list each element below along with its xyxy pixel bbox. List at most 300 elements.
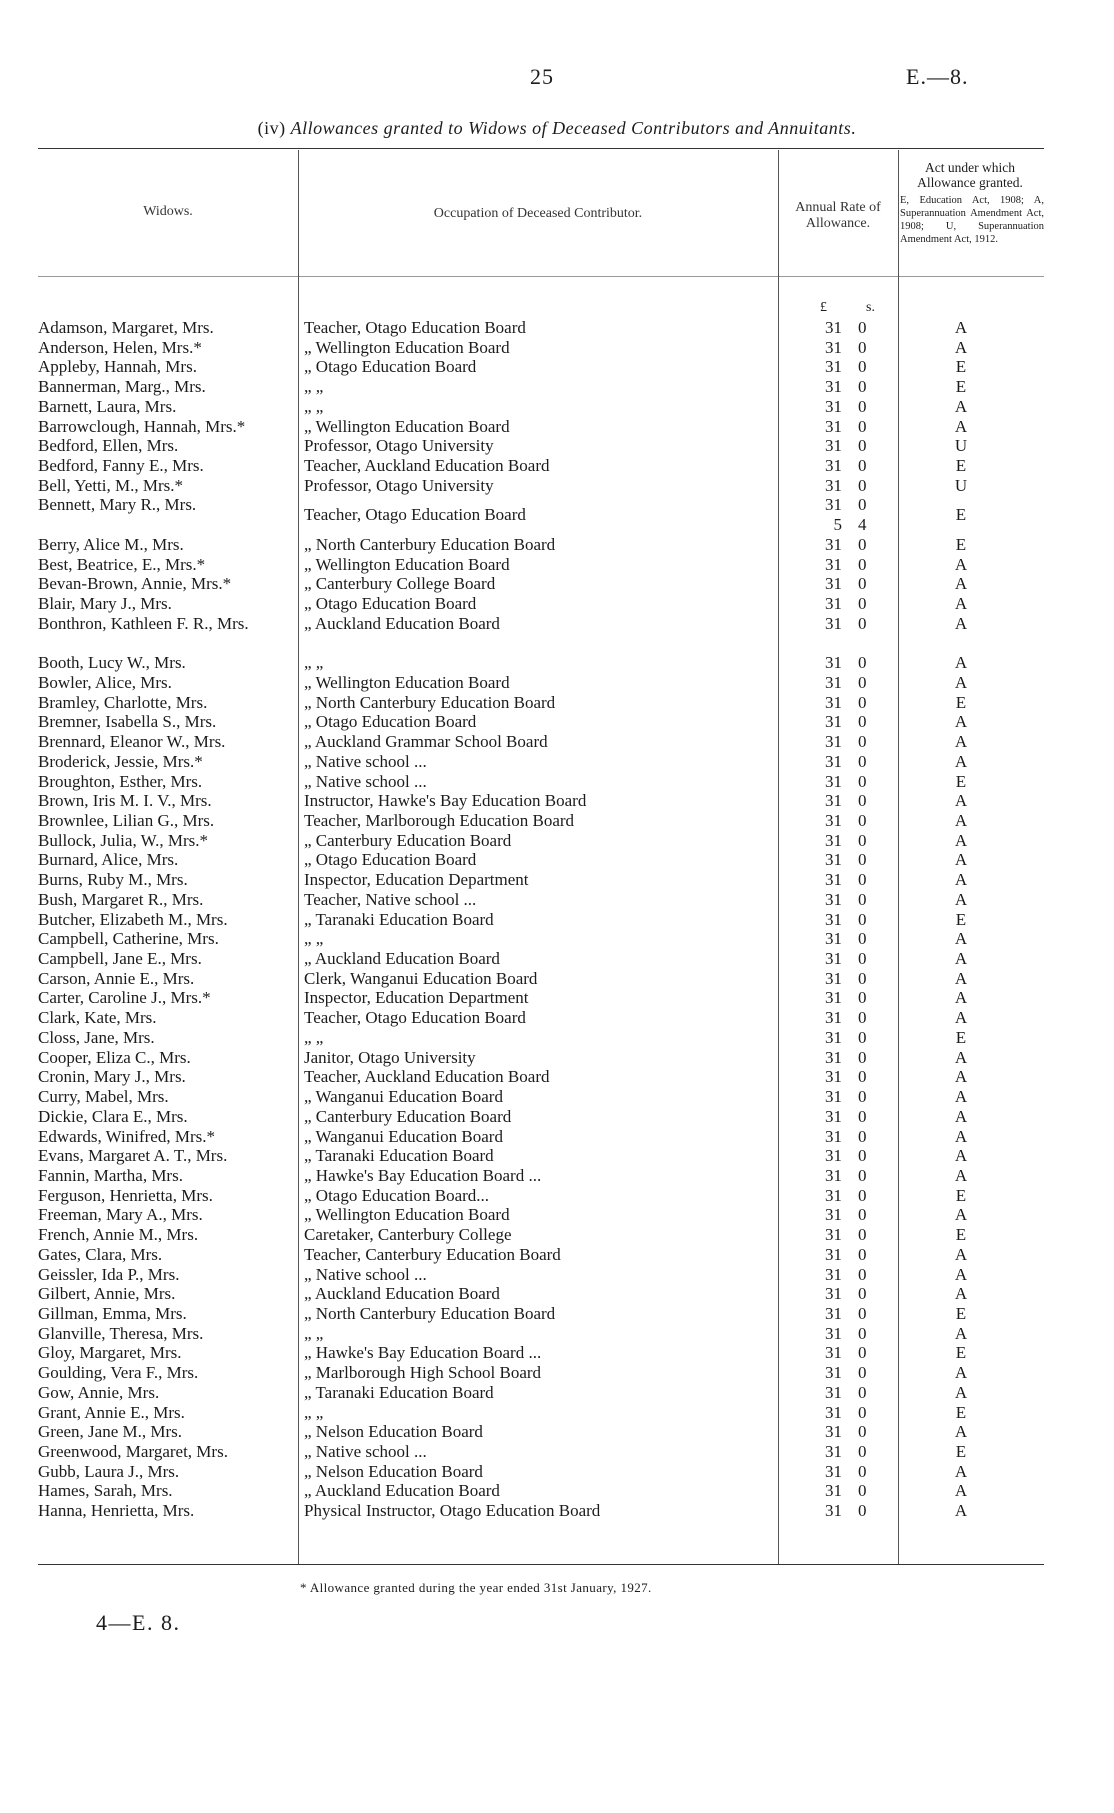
allowance-shillings: 0	[858, 1008, 867, 1028]
table-row	[0, 910, 1114, 930]
allowance-pounds-second: 5	[833, 515, 842, 535]
table-row	[0, 693, 1114, 713]
act-code: A	[954, 1323, 968, 1343]
widow-name: Broderick, Jessie, Mrs.*	[38, 751, 203, 771]
table-row	[0, 476, 1114, 496]
occupation: „ Otago Education Board...	[304, 1185, 490, 1205]
act-code: E	[955, 909, 967, 929]
occupation: „ Wellington Education Board	[304, 672, 510, 692]
table-row	[0, 377, 1114, 397]
column-header-rate: Annual Rate of Allowance.	[795, 200, 881, 231]
allowance-shillings: 0	[858, 850, 867, 870]
allowance-shillings: 0	[858, 1027, 867, 1047]
table-row	[0, 1008, 1114, 1028]
act-code: A	[954, 870, 968, 890]
allowance-shillings-second: 4	[858, 515, 867, 535]
allowance-shillings: 0	[858, 1165, 867, 1185]
widow-name: Gloy, Margaret, Mrs.	[38, 1343, 182, 1363]
allowance-pounds: 31	[825, 1205, 842, 1225]
widow-name: Hanna, Henrietta, Mrs.	[38, 1501, 195, 1521]
allowance-shillings: 0	[858, 436, 867, 456]
table-row	[0, 318, 1114, 338]
allowance-shillings: 0	[858, 811, 867, 830]
allowance-pounds: 31	[825, 1382, 842, 1402]
occupation: „ Otago Education Board	[304, 712, 477, 732]
act-code: E	[955, 505, 967, 525]
act-code: A	[954, 751, 968, 771]
act-code: A	[954, 1461, 968, 1481]
occupation: „ Native school ...	[304, 1264, 427, 1284]
allowance-shillings: 0	[858, 712, 867, 732]
allowance-pounds: 31	[825, 771, 842, 791]
act-code: E	[955, 1343, 967, 1363]
allowance-pounds: 31	[825, 377, 842, 397]
widow-name: Hames, Sarah, Mrs.	[38, 1481, 173, 1501]
allowance-pounds: 31	[825, 1146, 842, 1166]
occupation: „ Taranaki Education Board	[304, 1382, 494, 1402]
act-code: A	[954, 613, 968, 633]
table-row	[0, 614, 1114, 634]
allowance-shillings: 0	[858, 1146, 867, 1166]
allowance-shillings: 0	[858, 1382, 867, 1402]
act-code: E	[955, 771, 967, 791]
table-row	[0, 357, 1114, 377]
widow-name: Bedford, Fanny E., Mrs.	[38, 456, 204, 476]
widow-name: Blair, Mary J., Mrs.	[38, 594, 172, 614]
table-row	[0, 1343, 1114, 1363]
occupation: Teacher, Otago Education Board	[304, 318, 526, 337]
allowance-shillings: 0	[858, 456, 867, 476]
allowance-pounds: 31	[825, 1264, 842, 1284]
caption-title: Allowances granted to Widows of Deceased Contributors and Annuitants.	[290, 118, 857, 138]
allowance-pounds: 31	[825, 1402, 842, 1422]
widow-name: Bramley, Charlotte, Mrs.	[38, 692, 208, 712]
widow-name: Freeman, Mary A., Mrs.	[38, 1205, 203, 1225]
act-code: A	[954, 574, 968, 594]
allowance-pounds: 31	[825, 1047, 842, 1067]
table-row	[0, 1048, 1114, 1068]
table-row	[0, 1107, 1114, 1127]
act-code: A	[954, 1205, 968, 1225]
act-code: A	[954, 416, 968, 436]
widow-name: Fannin, Martha, Mrs.	[38, 1165, 183, 1185]
occupation: „ Otago Education Board	[304, 850, 477, 870]
occupation: „ Auckland Education Board	[304, 1284, 500, 1304]
table-row	[0, 929, 1114, 949]
act-code: E	[955, 1442, 967, 1462]
table-row	[0, 850, 1114, 870]
act-code: A	[954, 1008, 968, 1028]
allowance-shillings: 0	[858, 1264, 867, 1284]
act-code: E	[955, 1225, 967, 1245]
allowance-pounds: 31	[825, 1244, 842, 1264]
column-header-act: Act under which Allowance granted.	[917, 160, 1023, 190]
allowance-pounds: 31	[825, 396, 842, 416]
allowance-pounds: 31	[825, 811, 842, 830]
widow-name: Anderson, Helen, Mrs.*	[38, 337, 202, 357]
table-row	[0, 969, 1114, 989]
unit-shilling-label: s.	[866, 300, 875, 315]
allowance-shillings: 0	[858, 732, 867, 752]
allowance-shillings: 0	[858, 495, 867, 515]
table-row	[0, 712, 1114, 732]
table-row	[0, 574, 1114, 594]
widow-name: Appleby, Hannah, Mrs.	[38, 357, 197, 377]
allowance-pounds: 31	[825, 1481, 842, 1501]
allowance-pounds: 31	[825, 436, 842, 456]
table-row	[0, 1166, 1114, 1186]
allowance-shillings: 0	[858, 1047, 867, 1067]
occupation: „ Marlborough High School Board	[304, 1363, 542, 1383]
allowance-pounds: 31	[825, 751, 842, 771]
allowance-pounds: 31	[825, 1008, 842, 1028]
widow-name: Barrowclough, Hannah, Mrs.*	[38, 416, 246, 436]
act-code: E	[955, 1304, 967, 1323]
table-row	[0, 456, 1114, 476]
table-row	[0, 1442, 1114, 1462]
allowance-pounds: 31	[825, 1106, 842, 1126]
allowance-pounds: 31	[825, 1323, 842, 1343]
allowance-shillings: 0	[858, 1205, 867, 1225]
occupation: „ Auckland Education Board	[304, 613, 500, 633]
table-row	[0, 1067, 1114, 1087]
act-code: A	[954, 337, 968, 357]
allowance-shillings: 0	[858, 1244, 867, 1264]
widow-name: Brown, Iris M. I. V., Mrs.	[38, 791, 212, 811]
act-code: A	[954, 811, 968, 830]
allowance-pounds: 31	[825, 495, 842, 515]
allowance-shillings: 0	[858, 475, 867, 495]
widow-name: Cooper, Eliza C., Mrs.	[38, 1047, 191, 1067]
widow-name: Gillman, Emma, Mrs.	[38, 1304, 187, 1323]
allowance-shillings: 0	[858, 1442, 867, 1462]
allowance-pounds: 31	[825, 672, 842, 692]
allowance-shillings: 0	[858, 870, 867, 890]
act-code: A	[954, 554, 968, 574]
act-code: A	[954, 318, 968, 337]
allowance-pounds: 31	[825, 1165, 842, 1185]
allowance-shillings: 0	[858, 751, 867, 771]
widow-name: French, Annie M., Mrs.	[38, 1225, 199, 1245]
table-row	[0, 1265, 1114, 1285]
allowance-shillings: 0	[858, 1106, 867, 1126]
occupation: „ Auckland Grammar School Board	[304, 732, 548, 752]
page-number: 25	[530, 64, 554, 89]
allowance-pounds: 31	[825, 1284, 842, 1304]
act-code: A	[954, 1146, 968, 1166]
allowance-pounds: 31	[825, 1304, 842, 1323]
widow-name: Bennett, Mary R., Mrs.	[38, 495, 197, 515]
allowance-shillings: 0	[858, 1343, 867, 1363]
table-row	[0, 1324, 1114, 1344]
allowance-pounds: 31	[825, 1363, 842, 1383]
allowance-pounds: 31	[825, 1027, 842, 1047]
widow-name: Booth, Lucy W., Mrs.	[38, 653, 186, 673]
widow-name: Campbell, Catherine, Mrs.	[38, 929, 219, 949]
allowance-pounds: 31	[825, 909, 842, 929]
table-row	[0, 1363, 1114, 1383]
act-code: A	[954, 1165, 968, 1185]
allowance-pounds: 31	[825, 1442, 842, 1462]
occupation: „ „	[304, 929, 324, 949]
allowance-pounds: 31	[825, 337, 842, 357]
act-code: A	[954, 1481, 968, 1501]
widow-name: Carter, Caroline J., Mrs.*	[38, 988, 211, 1008]
occupation: Inspector, Education Department	[304, 870, 529, 890]
widow-name: Butcher, Elizabeth M., Mrs.	[38, 909, 228, 929]
allowance-shillings: 0	[858, 1087, 867, 1107]
allowance-pounds: 31	[825, 554, 842, 574]
widow-name: Bowler, Alice, Mrs.	[38, 672, 172, 692]
act-code: A	[954, 396, 968, 416]
occupation: Physical Instructor, Otago Education Board	[304, 1501, 601, 1521]
occupation: Teacher, Auckland Education Board	[304, 456, 550, 476]
widow-name: Geissler, Ida P., Mrs.	[38, 1264, 180, 1284]
column-header-occupation: Occupation of Deceased Contributor.	[433, 206, 643, 221]
widow-name: Green, Jane M., Mrs.	[38, 1422, 182, 1442]
widow-name: Bush, Margaret R., Mrs.	[38, 889, 204, 909]
allowance-pounds: 31	[825, 929, 842, 949]
table-row	[0, 1383, 1114, 1403]
act-code: A	[954, 732, 968, 752]
act-code: A	[954, 1501, 968, 1521]
allowance-shillings: 0	[858, 1185, 867, 1205]
allowance-shillings: 0	[858, 791, 867, 811]
occupation: „ „	[304, 1402, 324, 1422]
allowance-shillings: 0	[858, 613, 867, 633]
allowance-pounds: 31	[825, 692, 842, 712]
widow-name: Broughton, Esther, Mrs.	[38, 771, 203, 791]
table-row	[0, 791, 1114, 811]
allowance-pounds: 31	[825, 1501, 842, 1521]
act-code: A	[954, 850, 968, 870]
act-code: A	[954, 929, 968, 949]
occupation: „ Wellington Education Board	[304, 554, 510, 574]
occupation: Teacher, Otago Education Board	[304, 1008, 526, 1028]
allowance-shillings: 0	[858, 1067, 867, 1087]
widow-name: Campbell, Jane E., Mrs.	[38, 949, 202, 969]
widow-name: Closs, Jane, Mrs.	[38, 1027, 155, 1047]
widow-name: Edwards, Winifred, Mrs.*	[38, 1126, 215, 1146]
act-code: A	[954, 1363, 968, 1383]
allowance-shillings: 0	[858, 357, 867, 377]
occupation: „ Hawke's Bay Education Board ...	[304, 1343, 542, 1363]
table-row	[0, 653, 1114, 673]
allowance-shillings: 0	[858, 949, 867, 969]
widow-name: Curry, Mabel, Mrs.	[38, 1087, 169, 1107]
widow-name: Gates, Clara, Mrs.	[38, 1244, 163, 1264]
occupation: „ Taranaki Education Board	[304, 1146, 494, 1166]
table-caption	[0, 118, 1114, 139]
occupation: Teacher, Native school ...	[304, 889, 477, 909]
allowance-shillings: 0	[858, 909, 867, 929]
occupation: „ „	[304, 1323, 324, 1343]
act-code: A	[954, 712, 968, 732]
table-row	[0, 1422, 1114, 1442]
allowance-pounds: 31	[825, 791, 842, 811]
act-code: A	[954, 791, 968, 811]
occupation: „ Nelson Education Board	[304, 1422, 483, 1442]
table-row	[0, 338, 1114, 358]
occupation: „ Nelson Education Board	[304, 1461, 483, 1481]
table-row	[0, 397, 1114, 417]
widow-name: Bannerman, Marg., Mrs.	[38, 377, 206, 397]
parliamentary-paper-code: E.—8.	[906, 64, 969, 89]
allowance-pounds: 31	[825, 830, 842, 850]
allowance-pounds: 31	[825, 613, 842, 633]
allowance-shillings: 0	[858, 929, 867, 949]
table-row	[0, 870, 1114, 890]
act-code: A	[954, 1264, 968, 1284]
header-bottom-rule	[38, 276, 1044, 277]
table-row	[0, 1462, 1114, 1482]
occupation: „ Wanganui Education Board	[304, 1126, 503, 1146]
allowance-pounds: 31	[825, 456, 842, 476]
allowance-pounds: 31	[825, 712, 842, 732]
allowance-pounds: 31	[825, 318, 842, 337]
allowance-shillings: 0	[858, 396, 867, 416]
widow-name: Carson, Annie E., Mrs.	[38, 968, 195, 988]
table-row	[0, 988, 1114, 1008]
occupation: „ Auckland Education Board	[304, 949, 500, 969]
occupation: „ Hawke's Bay Education Board ...	[304, 1165, 542, 1185]
table-row	[0, 811, 1114, 831]
widow-name: Cronin, Mary J., Mrs.	[38, 1067, 186, 1087]
allowance-shillings: 0	[858, 672, 867, 692]
act-code: E	[955, 456, 967, 476]
allowance-shillings: 0	[858, 830, 867, 850]
act-code: A	[954, 1284, 968, 1304]
widow-name: Greenwood, Margaret, Mrs.	[38, 1442, 228, 1462]
allowance-shillings: 0	[858, 1225, 867, 1245]
allowance-shillings: 0	[858, 534, 867, 554]
widow-name: Bullock, Julia, W., Mrs.*	[38, 830, 209, 850]
occupation: Professor, Otago University	[304, 475, 494, 495]
table-row	[0, 535, 1114, 555]
occupation: „ „	[304, 653, 324, 673]
widow-name: Clark, Kate, Mrs.	[38, 1008, 157, 1028]
caption-prefix: (iv)	[257, 118, 286, 138]
column-header-widows: Widows.	[143, 204, 193, 219]
allowance-pounds: 31	[825, 357, 842, 377]
table-row	[0, 949, 1114, 969]
widow-name: Bonthron, Kathleen F. R., Mrs.	[38, 613, 249, 633]
act-code: A	[954, 889, 968, 909]
allowance-pounds: 31	[825, 1422, 842, 1442]
table-row	[0, 417, 1114, 437]
table-row	[0, 831, 1114, 851]
occupation: „ North Canterbury Education Board	[304, 692, 556, 712]
table-row	[0, 752, 1114, 772]
act-code: A	[954, 1106, 968, 1126]
table-row	[0, 1028, 1114, 1048]
allowance-pounds: 31	[825, 1067, 842, 1087]
occupation: „ Native school ...	[304, 1442, 427, 1462]
allowance-pounds: 31	[825, 534, 842, 554]
widow-name: Bremner, Isabella S., Mrs.	[38, 712, 217, 732]
allowance-shillings: 0	[858, 574, 867, 594]
allowance-shillings: 0	[858, 1363, 867, 1383]
allowance-pounds: 31	[825, 1461, 842, 1481]
allowance-shillings: 0	[858, 1304, 867, 1323]
allowance-shillings: 0	[858, 889, 867, 909]
occupation: „ North Canterbury Education Board	[304, 1304, 556, 1323]
sheet-reference: 4—E. 8.	[96, 1610, 181, 1635]
widow-name: Gilbert, Annie, Mrs.	[38, 1284, 176, 1304]
widow-name: Gow, Annie, Mrs.	[38, 1382, 160, 1402]
table-bottom-rule	[38, 1564, 1044, 1565]
table-row	[0, 1245, 1114, 1265]
allowance-pounds: 31	[825, 574, 842, 594]
allowance-pounds: 31	[825, 1087, 842, 1107]
table-row	[0, 1225, 1114, 1245]
table-row	[0, 495, 1114, 535]
act-code: A	[954, 968, 968, 988]
occupation: „ Taranaki Education Board	[304, 909, 494, 929]
allowance-shillings: 0	[858, 968, 867, 988]
allowance-shillings: 0	[858, 1461, 867, 1481]
widow-name: Ferguson, Henrietta, Mrs.	[38, 1185, 213, 1205]
occupation: „ Otago Education Board	[304, 594, 477, 614]
occupation: Teacher, Otago Education Board	[304, 505, 526, 525]
table-top-rule	[38, 148, 1044, 149]
widow-name: Goulding, Vera F., Mrs.	[38, 1363, 199, 1383]
act-code: E	[955, 1185, 967, 1205]
allowance-shillings: 0	[858, 1402, 867, 1422]
widow-name: Best, Beatrice, E., Mrs.*	[38, 554, 206, 574]
act-code: A	[954, 672, 968, 692]
occupation: Clerk, Wanganui Education Board	[304, 968, 538, 988]
allowance-pounds: 31	[825, 653, 842, 673]
occupation: „ Canterbury Education Board	[304, 830, 512, 850]
occupation: „ „	[304, 377, 324, 397]
table-row	[0, 1501, 1114, 1521]
act-code: A	[954, 653, 968, 673]
occupation: „ North Canterbury Education Board	[304, 534, 556, 554]
widow-name: Brennard, Eleanor W., Mrs.	[38, 732, 226, 752]
widow-name: Dickie, Clara E., Mrs.	[38, 1106, 188, 1126]
act-code: A	[954, 988, 968, 1008]
allowance-shillings: 0	[858, 1481, 867, 1501]
widow-name: Berry, Alice M., Mrs.	[38, 534, 184, 554]
occupation: „ „	[304, 1027, 324, 1047]
allowance-shillings: 0	[858, 653, 867, 673]
allowance-pounds: 31	[825, 1126, 842, 1146]
table-row	[0, 1186, 1114, 1206]
occupation: „ Canterbury Education Board	[304, 1106, 512, 1126]
footnote: * Allowance granted during the year ended 31st January, 1927.	[300, 1580, 652, 1595]
occupation: „ Wellington Education Board	[304, 1205, 510, 1225]
table-row	[0, 1304, 1114, 1324]
allowance-pounds: 31	[825, 870, 842, 890]
table-row	[0, 1146, 1114, 1166]
act-code: A	[954, 1087, 968, 1107]
widow-name: Bedford, Ellen, Mrs.	[38, 436, 179, 456]
unit-pound-label: £	[820, 300, 827, 315]
allowance-shillings: 0	[858, 988, 867, 1008]
widow-name: Adamson, Margaret, Mrs.	[38, 318, 214, 337]
column-header-act-key: E, Education Act, 1908; A, Superannuation Amendment Act, 1908; U, Superannuation Amendment Act, 1912.	[900, 195, 1044, 245]
widow-name: Gubb, Laura J., Mrs.	[38, 1461, 180, 1481]
act-code: E	[955, 357, 967, 377]
act-code: A	[954, 594, 968, 614]
allowance-shillings: 0	[858, 1501, 867, 1521]
allowance-shillings: 0	[858, 1284, 867, 1304]
widow-name: Brownlee, Lilian G., Mrs.	[38, 811, 215, 830]
allowance-shillings: 0	[858, 337, 867, 357]
table-row	[0, 594, 1114, 614]
allowance-shillings: 0	[858, 416, 867, 436]
